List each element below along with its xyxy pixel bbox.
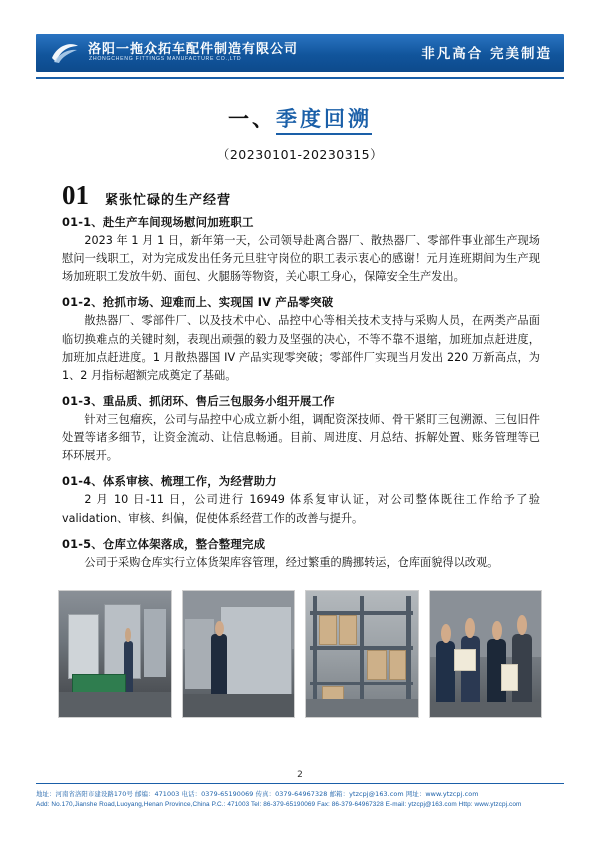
machine-shape <box>104 604 142 679</box>
page-subtitle: （20230101-20230315） <box>216 147 384 162</box>
swoosh-logo-icon <box>50 40 80 66</box>
document-sheet <box>454 649 476 671</box>
carton-box <box>339 615 357 645</box>
document-sheet <box>501 664 519 691</box>
machine-shape <box>144 609 166 677</box>
photo-staff-with-documents <box>429 590 543 718</box>
section-header <box>62 180 231 211</box>
subsection-heading: 01-1、赴生产车间现场慰问加班职工 <box>62 215 254 229</box>
page-title-prefix: 一、 <box>228 107 276 131</box>
floor-shape <box>59 692 171 717</box>
subsection-heading: 01-2、抢抓市场、迎难而上、实现国 IV 产品零突破 <box>62 295 334 310</box>
photo-warehouse-rack <box>305 590 419 718</box>
company-slogan: 非凡高合 完美制造 <box>421 46 552 62</box>
carton-box <box>389 650 407 680</box>
subsection-paragraph: 2 月 10 日-11 日，公司进行 16949 体系复审认证，对公司整体既往工作给予了验validation、审核、纠偏，促使体系经营工作的改善与提升。 <box>62 493 540 525</box>
company-name-en: ZHONGCHENG FITTINGS MANUFACTURE CO.,LTD <box>89 56 242 62</box>
machine-shape <box>220 606 291 696</box>
page-title <box>0 103 600 133</box>
carton-box <box>319 615 337 645</box>
machine-shape <box>68 614 99 679</box>
subsection-paragraph: 2023 年 1 月 1 日，新年第一天，公司领导赴离合器厂、散热器厂、零部件事业部生产现场慰问一线职工，对为完成发出任务元旦驻守岗位的职工表示衷心的感谢！元月连班期间为生产现场加班职工发放牛奶、面包、火腿肠等物资，关心职工身心，保障安全生产发出。 <box>62 234 540 284</box>
floor-shape <box>183 694 295 717</box>
page-number: 2 <box>297 770 303 780</box>
header-blue-band <box>36 34 564 72</box>
document-body <box>62 214 540 574</box>
carton-box <box>367 650 387 680</box>
photo-worker-at-machine <box>182 590 296 718</box>
person-shape <box>211 634 227 694</box>
subsection-heading: 01-4、体系审核、梳理工作，为经营助力 <box>62 474 277 489</box>
floor-shape <box>306 699 418 717</box>
header-divider <box>36 77 564 79</box>
subsection-heading: 01-3、重品质、抓闭环、售后三包服务小组开展工作 <box>62 393 335 408</box>
footer-address-en: Add: No.170,Jianshe Road,Luoyang,Henan Province,China P.C.: 471003 Tel: 86-379-65190069 Fax: 86-379-64967328 E-mail: ytzcpj@163.com Http: www.ytzcpj.com <box>36 801 522 808</box>
photo-row <box>58 590 542 718</box>
document-header <box>36 34 564 80</box>
footer-divider <box>36 783 564 784</box>
subsection-paragraph: 针对三包瘤疾，公司与品控中心成立新小组，调配资深技师、骨干紧盯三包溯源、三包旧件处置等诸多细节，让资金流动、让信息畅通。目前、周进度、月总结、拆解处置、账务管理等已环环展开。 <box>62 412 540 463</box>
page-title-main: 季度回溯 <box>276 107 372 135</box>
subsection-paragraph: 公司于采购仓库实行立体货架库容管理，经过繁重的腾挪转运，仓库面貌得以改观。 <box>84 555 499 569</box>
subsection-heading: 01-5、仓库立体架落成，整合整理完成 <box>62 536 266 551</box>
photo-workshop-machines <box>58 590 172 718</box>
company-name-cn: 洛阳一拖众拓车配件制造有限公司 <box>88 42 299 57</box>
section-number: 01 <box>62 180 89 210</box>
subsection-paragraph: 散热器厂、零部件厂、以及技术中心、品控中心等相关技术支持与采购人员，在两类产品面临切换难点的关键时刻，表现出顽强的毅力及坚强的决心，不等不靠不退缩，加班加点赶进度，加班加点赶进度。1 月散热器国 IV 产品实现零突破；零部件厂实现当月发出 220 万新高点，为 1、2 月指标超额完成奠定了基础。 <box>62 314 540 382</box>
section-heading: 紧张忙碌的生产经营 <box>105 193 232 208</box>
floor-shape <box>430 702 542 717</box>
machine-shape <box>185 619 214 690</box>
footer-address-cn: 地址：河南省洛阳市建设路170号 邮编：471003 电话：0379-65190069 传真：0379-64967328 邮箱：ytzcpj@163.com 网址：www.ytzcpj.com <box>36 790 479 798</box>
